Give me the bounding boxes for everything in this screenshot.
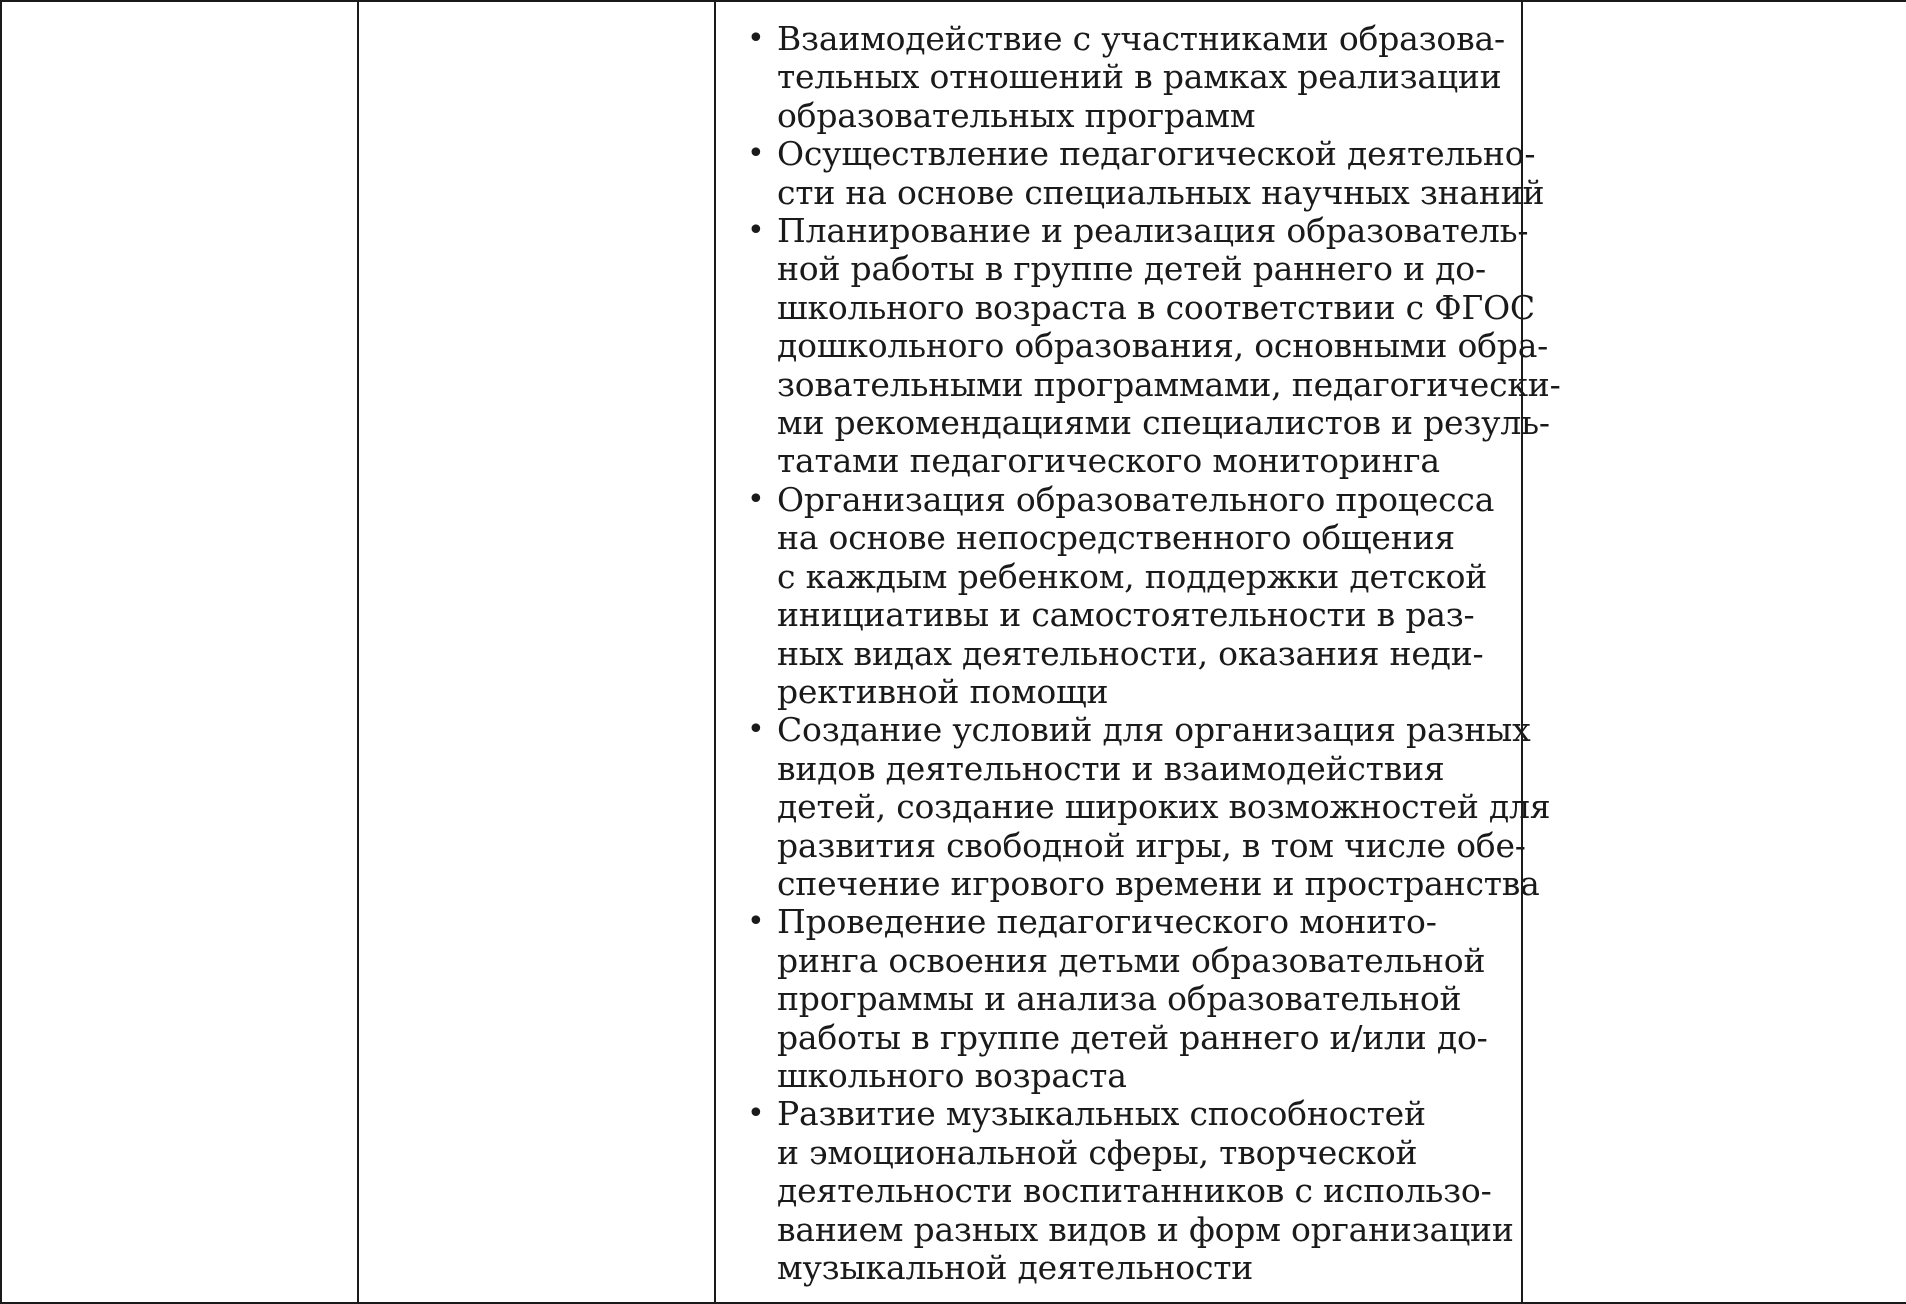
list-item-line: школьного возраста в соответствии с ФГОС	[777, 287, 1535, 327]
bullet-icon: •	[747, 1096, 765, 1132]
list-item-line: ванием разных видов и форм организации	[777, 1209, 1514, 1249]
list-item-line: дошкольного образования, основными обра-	[777, 326, 1549, 366]
list-item	[747, 134, 1545, 212]
list-item-line: Осуществление педагогической деятельно-	[777, 134, 1536, 174]
bullet-icon: •	[747, 213, 765, 249]
list-item	[747, 19, 1511, 135]
list-item	[747, 479, 1511, 711]
list-item-line: видов деятельности и взаимодействия	[777, 748, 1445, 788]
list-item-line: детей, создание широких возможностей для	[777, 787, 1551, 827]
bullet-icon: •	[747, 712, 765, 748]
table-cell-empty-1	[1, 1, 358, 1303]
list-item-line: развития свободной игры, в том числе обе-	[777, 825, 1526, 865]
list-item-line: программы и анализа образовательной	[777, 979, 1462, 1019]
table-cell-empty-2	[358, 1, 715, 1303]
list-item-line: деятельности воспитанников с использо-	[777, 1171, 1492, 1211]
bullet-icon: •	[747, 21, 765, 56]
list-item-line: Проведение педагогического монито-	[777, 902, 1437, 942]
list-item-line: Развитие музыкальных способностей	[777, 1094, 1426, 1134]
list-item-line: с каждым ребенком, поддержки детской	[777, 556, 1488, 596]
bullet-icon: •	[747, 136, 765, 172]
list-item-line: и эмоциональной сферы, творческой	[777, 1132, 1418, 1172]
list-item-line: Организация образовательного процесса	[777, 479, 1495, 519]
list-item-line: образовательных программ	[777, 95, 1256, 135]
list-item-line: ми рекомендациями специалистов и резуль-	[777, 403, 1550, 443]
list-item	[747, 902, 1511, 1095]
list-item-line: на основе непосредственного общения	[777, 518, 1455, 558]
list-item-line: Взаимодействие с участниками образова-	[777, 19, 1505, 58]
list-item-line: школьного возраста	[777, 1055, 1127, 1095]
bullet-icon: •	[747, 481, 765, 517]
list-item	[747, 1094, 1514, 1287]
list-item-line: инициативы и самостоятельности в раз-	[777, 595, 1475, 635]
list-item-line: ринга освоения детьми образовательной	[777, 940, 1486, 980]
list-item-line: Создание условий для организация разных	[777, 710, 1531, 750]
list-item-line: музыкальной деятельности	[777, 1248, 1254, 1287]
list-item-line: работы в группе детей раннего и/или до-	[777, 1017, 1488, 1057]
table-row	[1, 1, 1906, 1303]
bullet-icon: •	[747, 904, 765, 940]
list-item-line: спечение игрового времени и пространства	[777, 863, 1540, 903]
list-item-line: сти на основе специальных научных знаний	[777, 172, 1545, 212]
list-item-line: тельных отношений в рамках реализации	[777, 57, 1502, 97]
list-item-line: татами педагогического мониторинга	[777, 441, 1440, 481]
list-item	[747, 211, 1561, 481]
list-item-line: ных видах деятельности, оказания неди-	[777, 633, 1484, 673]
list-item-line: ной работы в группе детей раннего и до-	[777, 249, 1486, 289]
list-item-line: Планирование и реализация образователь-	[777, 211, 1529, 251]
activities-list	[716, 2, 1561, 1287]
list-item-line: рективной помощи	[777, 671, 1109, 711]
list-item-line: зовательными программами, педагогически-	[777, 364, 1561, 404]
list-item	[747, 710, 1551, 903]
table-cell-activities	[715, 1, 1561, 1303]
table-cell-empty-4	[1522, 1, 1906, 1303]
